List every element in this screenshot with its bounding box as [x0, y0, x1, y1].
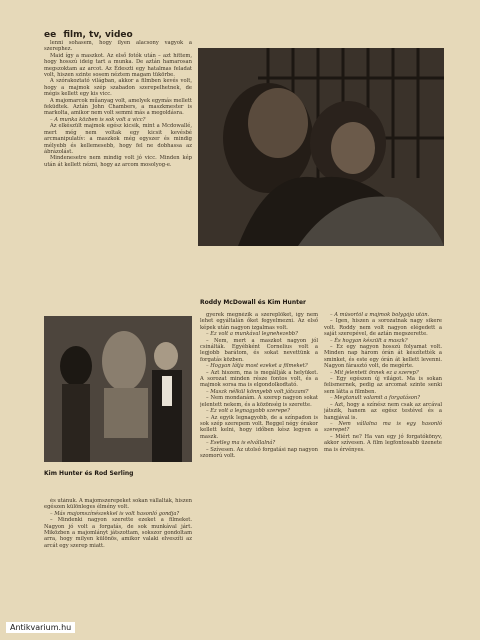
question: – Nem vállalna ma is egy hasonló szerepet? [324, 420, 442, 434]
question: – Ez volt a legnagyobb szerepe? [206, 408, 290, 415]
paragraph: A szórakoztató világban, akkor a filmben kevés volt, hogy a majmok szép szabadon szerepelhetnek, de mégis kellett egy kis vicc. [44, 78, 192, 98]
paragraph: – Ez egy nagyon hosszú folyamat volt. Minden nap három órán át készítették a sminket, és este egy órán át kellett levenni. Nagyon fárasztó volt, de megérte. [324, 344, 442, 370]
photo1-illustration [198, 48, 444, 246]
photo-roddy-mcdowall-kim-hunter [198, 48, 444, 246]
photo-kim-hunter-rod-serling [44, 316, 192, 462]
paragraph: – Igen, hiszen a sorozatnak nagy sikere volt. Roddy nem volt nagyon elégedett a saját szerepével, de aztán megszerette. [324, 318, 442, 338]
paragraph: – Szívesen. Az utolsó forgatási nap nagyon szomorú volt. [200, 446, 318, 459]
paragraph: – Egy egészen új világot. Ma is sokan felismernek, pedig az arcomat szinte senki sem látta a filmben. [324, 376, 442, 395]
question: – A műsortól a majmok bolygója után. [330, 312, 430, 318]
paragraph: A majomarcok műanyag volt, amelyek egymás mellett feküdtek. Aztán John Chambers, a maszkmester is markolta, amikor nem volt semmi más a megoldásra. [44, 97, 192, 117]
column-3 [324, 312, 442, 608]
paragraph: Mindenesetre nem mindig volt jó vicc. Minden kép után át kellett nézni, hogy az arcom mosolyog-e. [44, 155, 192, 168]
paragraph: gyerek megnézik a szereplőket, így nem lehet egyáltalán őket fegyelmezni. Az első képek után nagyon izgalmas volt. [200, 312, 318, 331]
paragraph: – Nem, mert a maszkot nagyon jól csinálták. Egyébként Cornelius volt a legjobb barátom, és sokat nevettünk a forgatás közben. [200, 337, 318, 363]
paragraph: lenni sohasem, hogy ilyen alacsony vagyok a szerephez. [44, 40, 192, 53]
watermark: Antikvarium.hu [6, 622, 75, 633]
question: – Mit jelentett önnek ez a szerep? [330, 369, 419, 376]
caption-photo1: Roddy McDowall és Kim Hunter [200, 299, 306, 306]
page-number: ee [44, 30, 57, 40]
question: – Maszk nélkül könnyebb volt játszani? [206, 388, 309, 395]
paragraph: – Nem mondanám. A szerep nagyon sokat jelentett nekem, és a közönség is szerette. [200, 395, 318, 408]
page-header [44, 30, 133, 40]
column-1-top [44, 40, 192, 310]
question: – És hogyan készült a maszk? [330, 337, 408, 344]
caption-photo2: Kim Hunter és Rod Serling [44, 470, 134, 477]
question: – Ez volt a munkával legnehezebb? [206, 331, 298, 338]
column-2 [200, 312, 318, 608]
paragraph: – Miért ne? Ha van egy jó forgatókönyv, akkor szívesen. A film legfontosabb üzenete ma is érvényes. [324, 433, 442, 453]
section-title: film, tv, video [63, 30, 133, 40]
photo2-illustration [44, 316, 192, 462]
question: – Esetleg ma is elvállalná? [206, 440, 276, 447]
paragraph: – Azt hiszem, ma is megállják a helyüket. A sorozat minden része fontos volt, és a majmok sorsa ma is elgondolkodtató. [200, 369, 318, 389]
paragraph: – Azt, hogy a színész nem csak az arcával játszik, hanem az egész testével és a hangjával is. [324, 401, 442, 421]
column-1-bottom [44, 498, 192, 610]
question: – A munka közben is sok volt a vicc? [50, 116, 146, 123]
paragraph: Az elkészült majmok egész kicsik, mint a Mcdowallé, mert még nem voltak egy kicsit kevésbé arcmanipulatív: a maszkok még egyszer és mindig mélyebb és kellemesebb, hogy fel ne dobhassa az ábrázolást. [44, 123, 192, 155]
question: – Más majomszínészekkel is volt hasonló gondja? [50, 510, 180, 517]
paragraph: és utánuk. A majomszerepeket sokan vállalták, hiszen egészen különleges élmény volt. [44, 498, 192, 511]
question: – Hogyan látja most ezeket a filmeket? [206, 363, 308, 370]
paragraph: – Mindenki nagyon szerette ezeket a filmeket. Nagyon jó volt a forgatás, de sok munkával járt. Miközben a majomlányt játszottam, sokszor gondoltam arra, hogy milyen különös, amikor valaki elveszíti az arcát egy szerep miatt. [44, 517, 192, 549]
question: – Megtanult valamit a forgatáson? [330, 395, 421, 402]
paragraph: Maid így a maszkot. Az első fotók után – azt hittem, hogy hosszú ideig tart a munka. De aztán hamarosan megszoktam az arcot. Az Édeszti egy hatalmas feladat volt, hiszen szinte sosem néztem magam tükörbe. [44, 52, 192, 79]
paragraph: – Az egyik legnagyobb, de a színpadon is sok szép szerepem volt. Reggel négy órakor kellett kelni, hogy időben kész legyen a maszk. [200, 414, 318, 440]
